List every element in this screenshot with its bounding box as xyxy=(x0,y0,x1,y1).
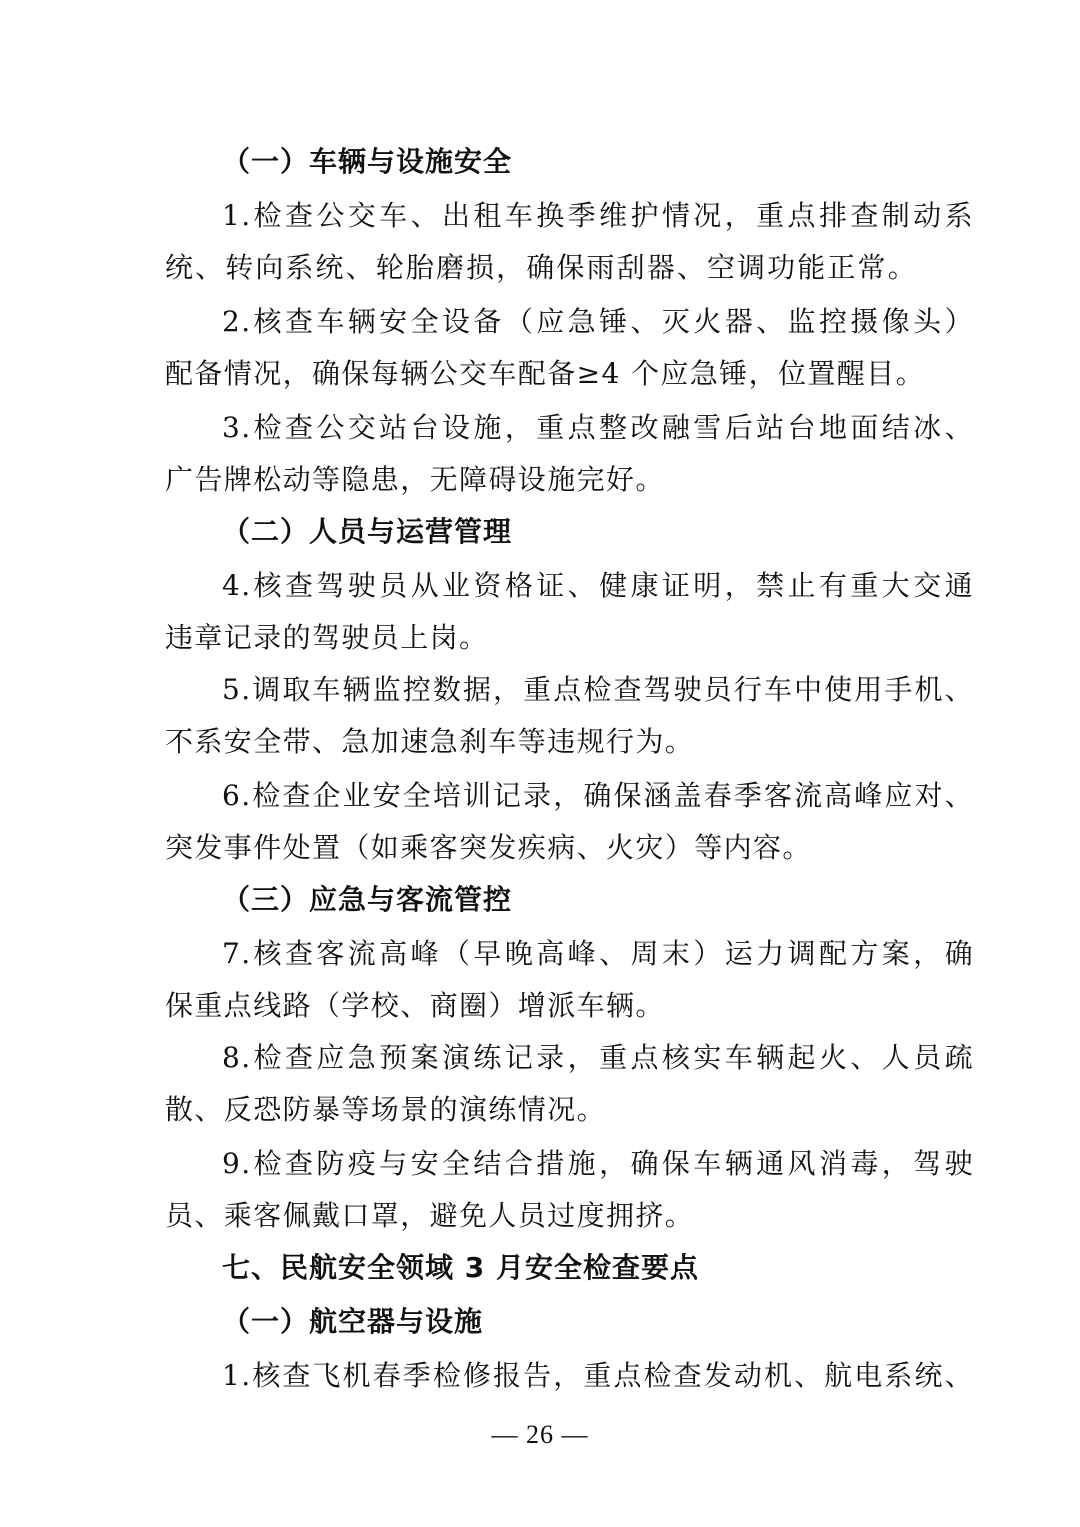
chapter-heading-civil-aviation: 七、民航安全领域 3 月安全检查要点 xyxy=(222,1251,699,1284)
paragraph-line: 违章记录的驾驶员上岗。 xyxy=(165,621,489,654)
paragraph-line: 保重点线路（学校、商圈）增派车辆。 xyxy=(165,989,665,1022)
paragraph-line: 统、转向系统、轮胎磨损，确保雨刮器、空调功能正常。 xyxy=(165,251,917,284)
paragraph-line: 6.检查企业安全培训记录，确保涵盖春季客流高峰应对、 xyxy=(222,779,974,812)
page-number: — 26 — xyxy=(491,1420,589,1449)
section-heading-personnel: （二）人员与运营管理 xyxy=(222,515,513,548)
paragraph-line: 2.核查车辆安全设备（应急锤、灭火器、监控摄像头） xyxy=(222,305,974,338)
paragraph-line: 4.核查驾驶员从业资格证、健康证明，禁止有重大交通 xyxy=(222,569,974,602)
paragraph-line: 突发事件处置（如乘客突发疾病、火灾）等内容。 xyxy=(165,831,812,864)
paragraph-line: 员、乘客佩戴口罩，避免人员过度拥挤。 xyxy=(165,1199,695,1232)
paragraph-line: 散、反恐防暴等场景的演练情况。 xyxy=(165,1093,607,1126)
paragraph-line: 1.检查公交车、出租车换季维护情况，重点排查制动系 xyxy=(222,199,974,232)
paragraph-line: 3.检查公交站台设施，重点整改融雪后站台地面结冰、 xyxy=(222,411,974,444)
paragraph-line: 广告牌松动等隐患，无障碍设施完好。 xyxy=(165,463,665,496)
paragraph-line: 5.调取车辆监控数据，重点检查驾驶员行车中使用手机、 xyxy=(222,673,974,706)
section-heading-vehicles: （一）车辆与设施安全 xyxy=(222,145,513,178)
paragraph-line: 不系安全带、急加速急刹车等违规行为。 xyxy=(165,725,695,758)
section-heading-emergency: （三）应急与客流管控 xyxy=(222,883,513,916)
paragraph-line: 配备情况，确保每辆公交车配备≥4 个应急锤，位置醒目。 xyxy=(165,357,925,390)
paragraph-line: 1.核查飞机春季检修报告，重点检查发动机、航电系统、 xyxy=(222,1359,974,1392)
section-heading-aircraft: （一）航空器与设施 xyxy=(222,1305,484,1338)
paragraph-line: 7.核查客流高峰（早晚高峰、周末）运力调配方案，确 xyxy=(222,937,974,970)
paragraph-line: 9.检查防疫与安全结合措施，确保车辆通风消毒，驾驶 xyxy=(222,1147,974,1180)
paragraph-line: 8.检查应急预案演练记录，重点核实车辆起火、人员疏 xyxy=(222,1041,974,1074)
